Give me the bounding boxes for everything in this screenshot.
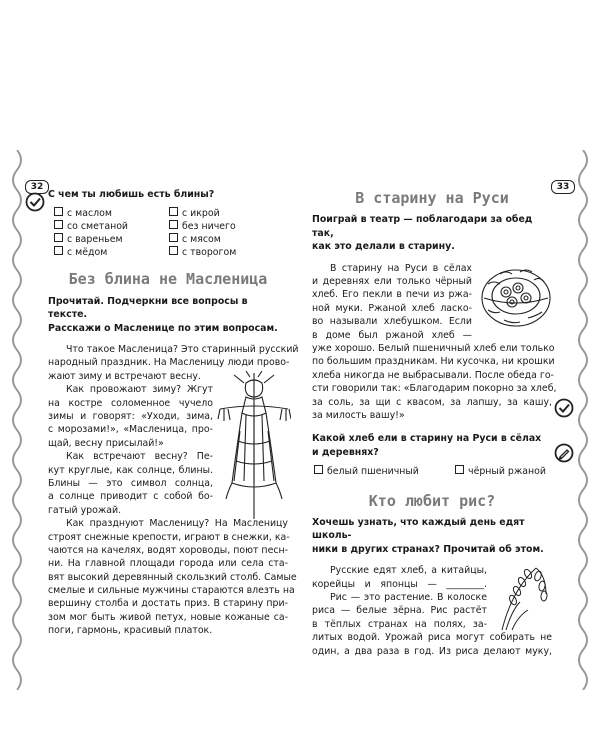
checkbox[interactable] [54, 233, 63, 242]
text-line: сти говорили так: «Благодарим покорно за хлеб, [312, 383, 557, 395]
rice-ear-illustration [498, 560, 550, 632]
option-item[interactable] [169, 233, 269, 246]
text-line: вят высокий деревянный скользкий столб. Самые [48, 571, 297, 583]
text-line: поги, гармонь, красивый платок. [48, 625, 213, 637]
task-line: Прочитай. Подчеркни все вопросы в тексте. [48, 295, 248, 321]
option-item[interactable] [455, 465, 546, 478]
checkbox[interactable] [169, 233, 178, 242]
text-line: риса — белые зёрна. Рис растёт [312, 605, 487, 617]
text-line: за соль, за щи с квасом, за лапшу, за кашу, [312, 396, 552, 408]
text-line: народный праздник. На Масленицу люди прово- [48, 357, 290, 369]
text-line: строят снежные крепости, играют в снежки, ка- [48, 531, 290, 543]
text-line: щай, весну присылай!» [48, 437, 164, 449]
text-line: Как встречают весну? Пе- [66, 451, 213, 463]
option-item[interactable] [54, 246, 169, 259]
option-item[interactable] [169, 246, 269, 259]
option-label: без ничего [182, 221, 236, 233]
text-line: зом мог быть живой петух, новые кожаные са- [48, 611, 288, 623]
checkbox[interactable] [169, 220, 178, 229]
text-line: В старину на Руси в сёлах [330, 262, 472, 274]
section-heading: Без блина не Масленица [68, 270, 268, 289]
text-line: ной муки. Ржаной хлеб ласко- [312, 302, 472, 314]
option-label: с маслом [67, 208, 112, 220]
text-line: зимы и говорят: «Уходи, зима, [48, 410, 213, 422]
checkbox[interactable] [455, 465, 464, 474]
text-line: Как празднуют Масленицу? На Масленицу [66, 518, 288, 530]
option-label: чёрный ржаной [468, 466, 546, 478]
option-label: с мёдом [67, 247, 108, 259]
checkbox[interactable] [54, 207, 63, 216]
checkmark-circle-icon [25, 192, 45, 212]
text-line: Русские едят хлеб, а китайцы, [330, 565, 487, 577]
right-page [312, 188, 557, 658]
left-wavy-border [6, 150, 28, 690]
task-line: как это делали в старину. [312, 241, 455, 253]
text-line: в тёплых странах на полях, за- [312, 618, 487, 630]
text-line: литых водой. Урожай риса могут собирать не [312, 632, 552, 644]
text-line: Что такое Масленица? Это старинный русский [66, 344, 299, 356]
task-line: Поиграй в театр — поблагодари за обед так, [312, 214, 533, 239]
text-line: чаются на качелях, водят хороводы, поют песн- [48, 544, 288, 556]
section-heading: В старину на Руси [355, 189, 509, 207]
page-number-right: 33 [551, 180, 575, 194]
option-label: с мясом [182, 234, 221, 246]
checkbox[interactable] [54, 220, 63, 229]
pencil-circle-icon [554, 443, 574, 463]
quiz-options [314, 465, 546, 478]
text-line: корейцы и японцы — ________. [312, 578, 487, 590]
task-line: ники в других странах? Прочитай об этом. [312, 543, 544, 555]
option-item[interactable] [169, 207, 269, 220]
quiz-question: С чем ты любишь есть блины? [48, 189, 215, 200]
text-line: хлеба никогда не выбрасывали. После обеда го- [312, 369, 554, 381]
option-label: с творогом [182, 247, 237, 259]
text-line: и деревнях ели только чёрный [312, 276, 472, 288]
left-page [48, 188, 299, 638]
checkbox[interactable] [314, 465, 323, 474]
task-line: Расскажи о Масленице по этим вопросам. [48, 322, 278, 334]
text-line: во называли хлебушком. Если [312, 316, 472, 328]
text-line: уже хорошо. Белый пшеничный хлеб ели только [312, 342, 555, 354]
option-item[interactable] [54, 220, 169, 233]
option-item[interactable] [314, 465, 419, 478]
checkbox[interactable] [54, 246, 63, 255]
quiz-question: и деревнях? [312, 446, 379, 458]
text-line: за милость вашу!» [312, 409, 405, 421]
task-line: Хочешь узнать, что каждый день едят школь- [312, 516, 525, 542]
text-line: Рис — это растение. В колоске [330, 591, 487, 603]
text-line: смелые и сильные мужчины стараются влезть на [48, 585, 295, 597]
checkbox[interactable] [169, 246, 178, 255]
bread-loaf-illustration [480, 262, 552, 332]
text-line: гатый урожай. [48, 504, 122, 516]
option-item[interactable] [54, 233, 169, 246]
option-label: с вареньем [67, 234, 123, 246]
page-number-left: 32 [25, 180, 49, 194]
article-text [48, 343, 299, 638]
text-line: жают зиму и встречают весну. [48, 370, 201, 382]
checkmark-circle-icon [554, 398, 574, 418]
quiz-options [54, 207, 288, 259]
text-line: Блины — это символ солнца, [48, 477, 213, 489]
text-line: с морозами!», «Масленица, про- [48, 424, 213, 436]
text-line: ни. На главной площади города или села ста- [48, 558, 288, 570]
option-label: с икрой [182, 208, 220, 220]
text-line: вершину столба и достать приз. В старину при- [48, 598, 288, 610]
scarecrow-illustration [216, 371, 291, 521]
text-line: Как провожают зиму? Жгут [66, 384, 213, 396]
text-line: кут круглые, как солнце, блины. [48, 464, 213, 476]
text-line: хлеб. Его пекли в печи из ржа- [312, 289, 472, 301]
text-line: а солнце приводит с собой бо- [48, 491, 213, 503]
text-line: на костре соломенное чучело [48, 397, 213, 409]
right-wavy-border [572, 150, 594, 690]
checkbox[interactable] [169, 207, 178, 216]
text-line: один, а два раза в год. Из риса делают муку, [312, 645, 552, 657]
article-text [312, 564, 552, 658]
option-label: белый пшеничный [327, 466, 419, 478]
option-item[interactable] [54, 207, 169, 220]
option-label: со сметаной [67, 221, 129, 233]
option-item[interactable] [169, 220, 269, 233]
text-line: по большим праздникам. Ни кусочка, ни крошки [312, 356, 555, 368]
article-text [312, 262, 557, 423]
text-line: в доме был ржаной хлеб — [312, 329, 472, 341]
section-heading: Кто любит рис? [368, 491, 496, 510]
quiz-question: Какой хлеб ели в старину на Руси в сёлах [312, 433, 542, 445]
